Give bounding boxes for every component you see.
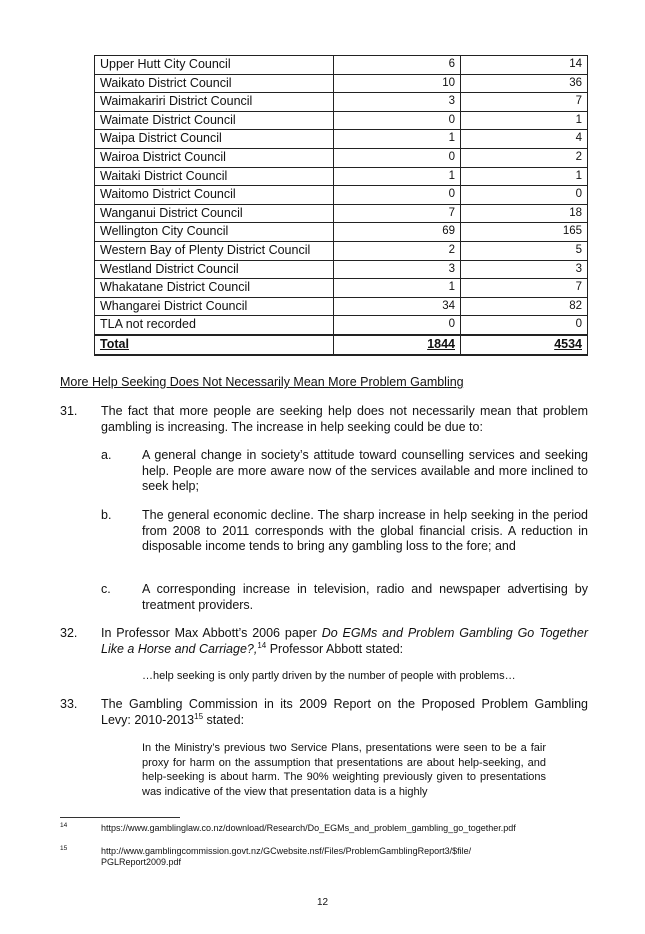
footnote-ref-15: 15 — [194, 711, 204, 721]
count-a: 34 — [334, 297, 461, 316]
footnote-separator — [60, 817, 180, 818]
council-name: Whakatane District Council — [95, 279, 334, 298]
table-row — [95, 111, 588, 130]
count-b: 4534 — [461, 335, 588, 355]
council-name: Waimakariri District Council — [95, 93, 334, 112]
item-b-label: b. — [101, 508, 112, 522]
council-name: Waimate District Council — [95, 111, 334, 130]
para-33-text — [101, 697, 588, 728]
count-b: 4 — [461, 130, 588, 149]
count-b: 36 — [461, 74, 588, 93]
count-a: 1 — [334, 167, 461, 186]
footnote-15-number: 15 — [60, 845, 68, 852]
count-a: 2 — [334, 241, 461, 260]
item-b-text: The general economic decline. The sharp increase in help seeking in the period from 2008 to 2011 corresponds with the global financial crisis. A reduction in disposable income tends to bring any gambling loss to the fore; and — [142, 508, 588, 553]
count-b: 0 — [461, 316, 588, 335]
count-b: 7 — [461, 93, 588, 112]
count-a: 3 — [334, 93, 461, 112]
council-name: Total — [95, 335, 334, 355]
count-b: 1 — [461, 111, 588, 130]
count-b: 165 — [461, 223, 588, 242]
table-row — [95, 241, 588, 260]
para-32-post: Professor Abbott stated: — [266, 641, 404, 656]
item-a-text: A general change in society’s attitude toward counselling services and seeking help. People are more aware now of the services available and more inclined to seek help; — [142, 448, 588, 493]
count-b: 14 — [461, 56, 588, 75]
para-32-number: 32. — [60, 626, 78, 640]
para-32-pre: In Professor Max Abbott’s 2006 paper — [101, 626, 322, 640]
council-name: TLA not recorded — [95, 316, 334, 335]
council-name: Upper Hutt City Council — [95, 56, 334, 75]
para-33-post: stated: — [203, 712, 245, 727]
council-name: Waitomo District Council — [95, 186, 334, 205]
commission-quote: In the Ministry’s previous two Service Plans, presentations were seen to be a fair proxy for harm on the assumption that presentations are about help-seeking, and help-seeking is about harm. The 90% weighting previously given to presentations was indicative of the view that presentation data is a highly — [142, 742, 546, 798]
count-a: 1 — [334, 130, 461, 149]
council-name: Wairoa District Council — [95, 148, 334, 167]
count-a: 3 — [334, 260, 461, 279]
council-name: Whangarei District Council — [95, 297, 334, 316]
count-a: 0 — [334, 316, 461, 335]
item-a-label: a. — [101, 448, 112, 462]
count-a: 1 — [334, 279, 461, 298]
council-table — [94, 55, 588, 356]
count-b: 18 — [461, 204, 588, 223]
section-heading: More Help Seeking Does Not Necessarily Mean More Problem Gambling — [60, 375, 464, 389]
count-b: 3 — [461, 260, 588, 279]
council-name: Westland District Council — [95, 260, 334, 279]
table-total-row — [95, 335, 588, 355]
count-b: 5 — [461, 241, 588, 260]
table-row — [95, 204, 588, 223]
footnote-14-number: 14 — [60, 822, 68, 829]
count-b: 82 — [461, 297, 588, 316]
table-row — [95, 74, 588, 93]
council-table-body — [95, 56, 588, 355]
abbott-quote: …help seeking is only partly driven by the number of people with problems… — [142, 670, 516, 682]
para-33-number: 33. — [60, 697, 78, 711]
table-row — [95, 316, 588, 335]
council-name: Waikato District Council — [95, 74, 334, 93]
council-name: Wanganui District Council — [95, 204, 334, 223]
table-row — [95, 186, 588, 205]
table-row — [95, 297, 588, 316]
count-b: 7 — [461, 279, 588, 298]
item-c-text: A corresponding increase in television, radio and newspaper advertising by treatment providers. — [142, 582, 588, 612]
count-b: 2 — [461, 148, 588, 167]
table-row — [95, 93, 588, 112]
footnote-14-link[interactable]: https://www.gamblinglaw.co.nz/download/Research/Do_EGMs_and_problem_gambling_go_together.pdf — [101, 823, 516, 833]
count-a: 6 — [334, 56, 461, 75]
footnote-15-link[interactable]: http://www.gamblingcommission.govt.nz/GCwebsite.nsf/Files/ProblemGamblingReport3/$file/ PGLReport2009.pdf — [101, 846, 472, 867]
table-row — [95, 223, 588, 242]
count-a: 69 — [334, 223, 461, 242]
para-32-text — [101, 626, 588, 657]
count-a: 10 — [334, 74, 461, 93]
table-row — [95, 56, 588, 75]
table-row — [95, 130, 588, 149]
count-a: 0 — [334, 186, 461, 205]
count-a: 0 — [334, 148, 461, 167]
council-name: Waipa District Council — [95, 130, 334, 149]
table-row — [95, 167, 588, 186]
para-31-number: 31. — [60, 404, 78, 418]
item-c-label: c. — [101, 582, 111, 596]
page-number: 12 — [316, 897, 329, 908]
count-a: 0 — [334, 111, 461, 130]
table-row — [95, 148, 588, 167]
table-row — [95, 279, 588, 298]
count-b: 0 — [461, 186, 588, 205]
para-31-text: The fact that more people are seeking help does not necessarily mean that problem gambling is increasing. The increase in help seeking could be due to: — [101, 404, 588, 434]
table-row — [95, 260, 588, 279]
footnote-ref-14: 14 — [257, 640, 267, 650]
council-name: Wellington City Council — [95, 223, 334, 242]
para-32-paper-title: Do EGMs and Problem Gambling Go Together Like a Horse and Carriage?, — [101, 626, 588, 656]
council-name: Western Bay of Plenty District Council — [95, 241, 334, 260]
para-33-pre: The Gambling Commission in its 2009 Report on the Proposed Problem Gambling Levy: 2010-2013 — [101, 697, 588, 727]
count-a: 1844 — [334, 335, 461, 355]
council-name: Waitaki District Council — [95, 167, 334, 186]
count-a: 7 — [334, 204, 461, 223]
count-b: 1 — [461, 167, 588, 186]
